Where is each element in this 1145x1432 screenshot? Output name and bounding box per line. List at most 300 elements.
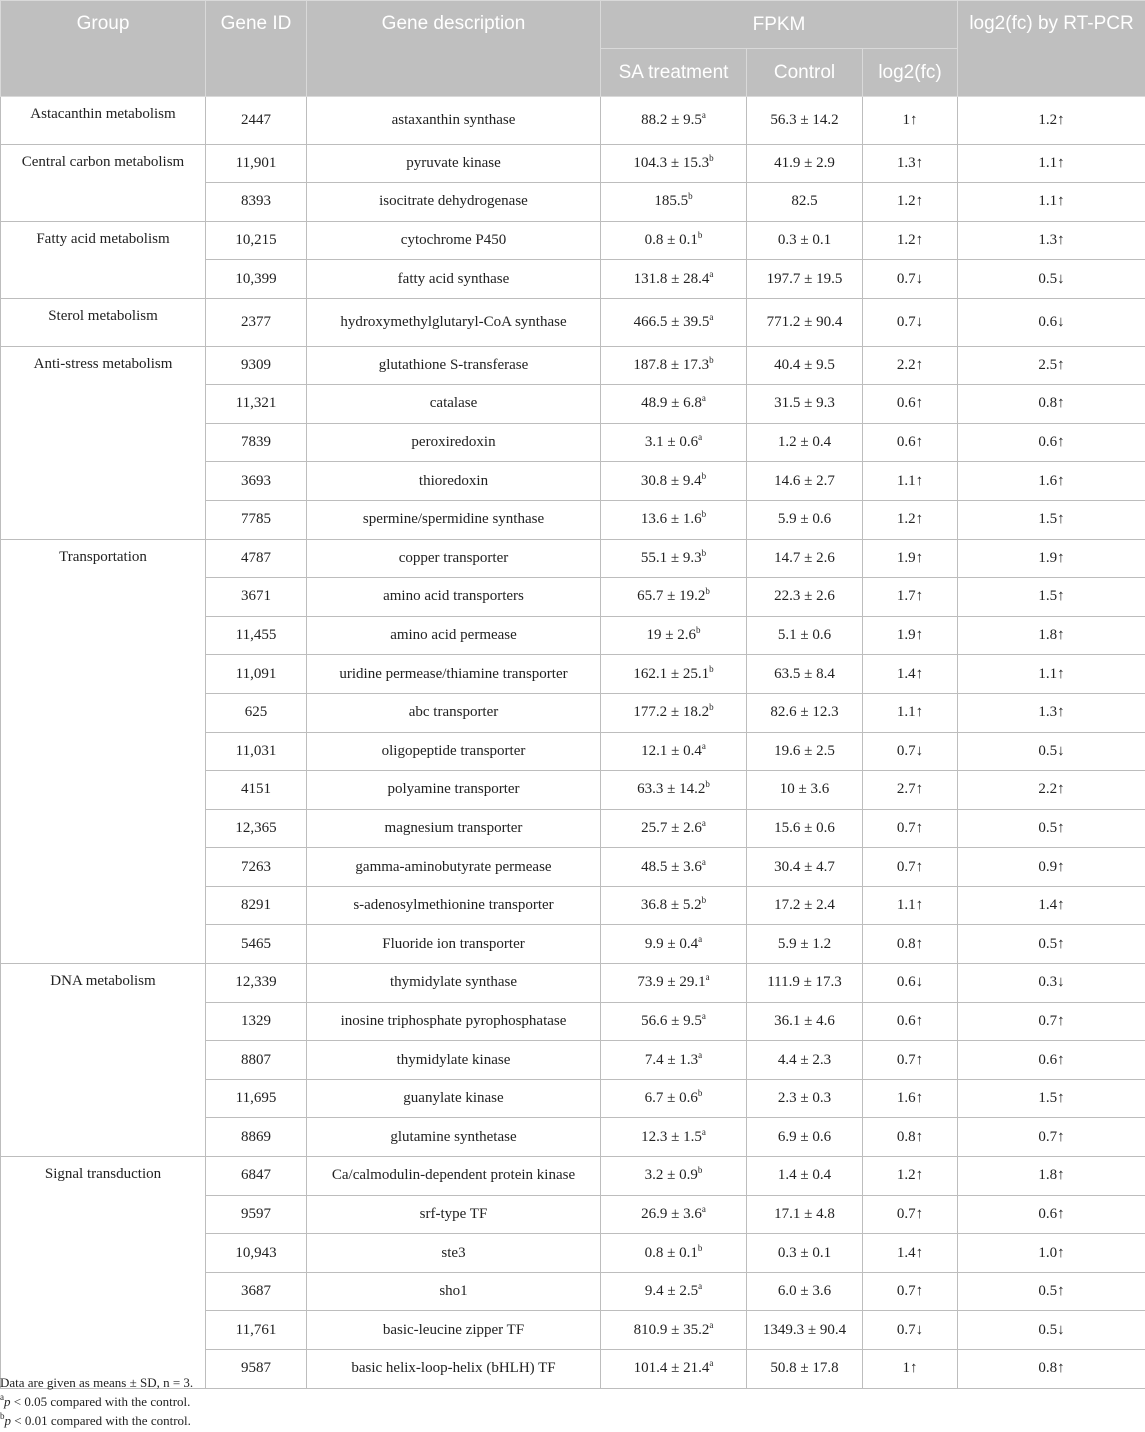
sa-value: 177.2 ± 18.2: [633, 704, 710, 721]
group-name: Astacanthin metabolism: [1, 97, 206, 145]
log2fc-value: 1.1↑: [863, 693, 958, 732]
sa-value: 185.5: [654, 193, 689, 210]
log2fc-rtpcr-value: 1.8↑: [958, 1157, 1145, 1196]
log2fc-value: 1.3↑: [863, 144, 958, 183]
log2fc-rtpcr-value: 1.3↑: [958, 221, 1145, 260]
sa-treatment-value: [601, 423, 747, 462]
sa-treatment-value: [601, 771, 747, 810]
sa-value: 63.3 ± 14.2: [637, 781, 706, 798]
control-value: 22.3 ± 2.6: [747, 578, 863, 617]
control-value: 17.1 ± 4.8: [747, 1195, 863, 1234]
significance-mark: a: [701, 856, 706, 867]
sa-treatment-value: [601, 886, 747, 925]
log2fc-rtpcr-value: 2.5↑: [958, 346, 1145, 385]
gene-description: srf-type TF: [307, 1195, 601, 1234]
sa-treatment-value: [601, 221, 747, 260]
significance-mark: b: [705, 586, 710, 597]
control-value: 4.4 ± 2.3: [747, 1041, 863, 1080]
table-row: [1, 298, 1145, 346]
significance-mark: a: [698, 432, 703, 443]
log2fc-rtpcr-value: 0.5↑: [958, 925, 1145, 964]
sa-value: 12.3 ± 1.5: [641, 1128, 702, 1145]
significance-mark: a: [698, 933, 703, 944]
sa-treatment-value: [601, 578, 747, 617]
significance-mark: b: [709, 702, 714, 713]
sa-value: 19 ± 2.6: [646, 627, 696, 644]
table-row: [1, 964, 1145, 1003]
gene-description: peroxiredoxin: [307, 423, 601, 462]
log2fc-rtpcr-value: 0.7↑: [958, 1118, 1145, 1157]
significance-mark: b: [701, 470, 707, 481]
sa-value: 3.1 ± 0.6: [644, 434, 699, 451]
sa-value: 36.8 ± 5.2: [640, 897, 702, 914]
control-value: 771.2 ± 90.4: [747, 298, 863, 346]
log2fc-value: 1.9↑: [863, 616, 958, 655]
control-value: 30.4 ± 4.7: [747, 848, 863, 887]
gene-description: oligopeptide transporter: [307, 732, 601, 771]
sa-value: 13.6 ± 1.6: [640, 511, 702, 528]
log2fc-value: 0.7↓: [863, 732, 958, 771]
sa-value: 30.8 ± 9.4: [640, 472, 702, 489]
significance-mark: a: [701, 740, 706, 751]
significance-mark: a: [709, 311, 714, 322]
header-log2fc: log2(fc): [863, 49, 958, 97]
log2fc-value: 0.6↓: [863, 964, 958, 1003]
gene-id: 8291: [206, 886, 307, 925]
gene-id: 10,399: [206, 260, 307, 299]
sa-value: 7.4 ± 1.3: [644, 1051, 699, 1068]
log2fc-value: 1.1↑: [863, 886, 958, 925]
sa-treatment-value: [601, 385, 747, 424]
control-value: 82.5: [747, 183, 863, 222]
log2fc-value: 1.2↑: [863, 500, 958, 539]
gene-id: 1329: [206, 1002, 307, 1041]
group-name: Transportation: [1, 539, 206, 964]
footnote-a-mark: a: [0, 1392, 4, 1402]
gene-id: 8807: [206, 1041, 307, 1080]
sa-treatment-value: [601, 1311, 747, 1350]
sa-value: 65.7 ± 19.2: [637, 588, 706, 605]
sa-value: 9.9 ± 0.4: [644, 935, 699, 952]
sa-value: 104.3 ± 15.3: [633, 154, 710, 171]
gene-id: 2447: [206, 97, 307, 145]
table-row: [1, 539, 1145, 578]
significance-mark: b: [701, 509, 707, 520]
gene-description: spermine/spermidine synthase: [307, 500, 601, 539]
log2fc-rtpcr-value: 0.5↑: [958, 1272, 1145, 1311]
footnote-a-text: < 0.05 compared with the control.: [10, 1394, 191, 1409]
log2fc-value: 1.6↑: [863, 1079, 958, 1118]
group-name: Signal transduction: [1, 1157, 206, 1389]
sa-value: 25.7 ± 2.6: [641, 819, 702, 836]
significance-mark: b: [697, 230, 703, 241]
sa-treatment-value: [601, 848, 747, 887]
gene-id: 10,215: [206, 221, 307, 260]
sa-value: 0.8 ± 0.1: [644, 1244, 698, 1261]
control-value: 5.1 ± 0.6: [747, 616, 863, 655]
significance-mark: b: [709, 354, 714, 365]
header-gene-description: Gene description: [307, 1, 601, 97]
control-value: 36.1 ± 4.6: [747, 1002, 863, 1041]
control-value: 111.9 ± 17.3: [747, 964, 863, 1003]
log2fc-value: 1.2↑: [863, 1157, 958, 1196]
log2fc-rtpcr-value: 1.1↑: [958, 183, 1145, 222]
sa-treatment-value: [601, 298, 747, 346]
control-value: 6.0 ± 3.6: [747, 1272, 863, 1311]
sa-value: 88.2 ± 9.5: [641, 111, 702, 128]
gene-id: 12,365: [206, 809, 307, 848]
gene-description: gamma-aminobutyrate permease: [307, 848, 601, 887]
significance-mark: a: [709, 1319, 714, 1330]
sa-value: 12.1 ± 0.4: [641, 742, 702, 759]
significance-mark: b: [705, 779, 710, 790]
group-name: Anti-stress metabolism: [1, 346, 206, 539]
sa-treatment-value: [601, 346, 747, 385]
significance-mark: a: [701, 109, 706, 120]
sa-treatment-value: [601, 97, 747, 145]
footnote-b-p: p: [4, 1413, 11, 1428]
log2fc-rtpcr-value: 0.5↓: [958, 1311, 1145, 1350]
log2fc-rtpcr-value: 1.5↑: [958, 500, 1145, 539]
gene-id: 4787: [206, 539, 307, 578]
sa-treatment-value: [601, 1002, 747, 1041]
control-value: 10 ± 3.6: [747, 771, 863, 810]
control-value: 5.9 ± 0.6: [747, 500, 863, 539]
header-control: Control: [747, 49, 863, 97]
log2fc-value: 2.2↑: [863, 346, 958, 385]
log2fc-rtpcr-value: 0.9↑: [958, 848, 1145, 887]
sa-treatment-value: [601, 500, 747, 539]
gene-description: fatty acid synthase: [307, 260, 601, 299]
control-value: 5.9 ± 1.2: [747, 925, 863, 964]
gene-description: s-adenosylmethionine transporter: [307, 886, 601, 925]
significance-mark: a: [705, 972, 710, 983]
sa-value: 466.5 ± 39.5: [633, 313, 710, 330]
log2fc-value: 1.1↑: [863, 462, 958, 501]
gene-description: isocitrate dehydrogenase: [307, 183, 601, 222]
control-value: 197.7 ± 19.5: [747, 260, 863, 299]
sa-treatment-value: [601, 693, 747, 732]
table-row: [1, 221, 1145, 260]
log2fc-rtpcr-value: 1.1↑: [958, 144, 1145, 183]
gene-id: 10,943: [206, 1234, 307, 1273]
table-row: [1, 346, 1145, 385]
significance-mark: a: [709, 1358, 714, 1369]
gene-description: catalase: [307, 385, 601, 424]
significance-mark: a: [701, 1010, 706, 1021]
log2fc-value: 0.7↑: [863, 1041, 958, 1080]
gene-description: ste3: [307, 1234, 601, 1273]
significance-mark: a: [701, 393, 706, 404]
log2fc-value: 0.8↑: [863, 1118, 958, 1157]
gene-id: 2377: [206, 298, 307, 346]
sa-treatment-value: [601, 1118, 747, 1157]
log2fc-value: 1.4↑: [863, 1234, 958, 1273]
gene-id: 7263: [206, 848, 307, 887]
header-log2fc-rtpcr: log2(fc) by RT-PCR: [958, 1, 1145, 97]
log2fc-value: 0.8↑: [863, 925, 958, 964]
gene-description: sho1: [307, 1272, 601, 1311]
control-value: 82.6 ± 12.3: [747, 693, 863, 732]
control-value: 19.6 ± 2.5: [747, 732, 863, 771]
footnote-b: [0, 1411, 193, 1430]
significance-mark: b: [697, 1088, 703, 1099]
significance-mark: b: [695, 625, 701, 636]
sa-treatment-value: [601, 539, 747, 578]
gene-id: 11,455: [206, 616, 307, 655]
sa-treatment-value: [601, 616, 747, 655]
sa-treatment-value: [601, 144, 747, 183]
log2fc-rtpcr-value: 0.3↓: [958, 964, 1145, 1003]
gene-description: Fluoride ion transporter: [307, 925, 601, 964]
sa-value: 55.1 ± 9.3: [640, 549, 702, 566]
table-row: [1, 97, 1145, 145]
gene-id: 6847: [206, 1157, 307, 1196]
sa-value: 48.9 ± 6.8: [641, 395, 702, 412]
gene-id: 7785: [206, 500, 307, 539]
log2fc-rtpcr-value: 1.8↑: [958, 616, 1145, 655]
log2fc-rtpcr-value: 1.5↑: [958, 578, 1145, 617]
sa-value: 131.8 ± 28.4: [633, 270, 710, 287]
log2fc-value: 1.9↑: [863, 539, 958, 578]
gene-id: 625: [206, 693, 307, 732]
control-value: 0.3 ± 0.1: [747, 221, 863, 260]
sa-treatment-value: [601, 1079, 747, 1118]
sa-treatment-value: [601, 1195, 747, 1234]
significance-mark: b: [709, 152, 714, 163]
log2fc-value: 0.6↑: [863, 385, 958, 424]
gene-id: 11,761: [206, 1311, 307, 1350]
gene-id: 7839: [206, 423, 307, 462]
group-name: Fatty acid metabolism: [1, 221, 206, 298]
log2fc-rtpcr-value: 1.3↑: [958, 693, 1145, 732]
gene-description: inosine triphosphate pyrophosphatase: [307, 1002, 601, 1041]
footnote-data-description: Data are given as means ± SD, n = 3.: [0, 1375, 194, 1390]
control-value: 14.7 ± 2.6: [747, 539, 863, 578]
gene-description: abc transporter: [307, 693, 601, 732]
sa-value: 162.1 ± 25.1: [633, 665, 710, 682]
significance-mark: b: [688, 191, 693, 202]
gene-id: 9309: [206, 346, 307, 385]
log2fc-value: 1.2↑: [863, 221, 958, 260]
log2fc-rtpcr-value: 1.0↑: [958, 1234, 1145, 1273]
table-body: [1, 97, 1145, 1389]
log2fc-rtpcr-value: 0.5↓: [958, 260, 1145, 299]
sa-treatment-value: [601, 1350, 747, 1389]
log2fc-value: 0.6↑: [863, 423, 958, 462]
log2fc-value: 1.4↑: [863, 655, 958, 694]
sa-treatment-value: [601, 183, 747, 222]
significance-mark: a: [701, 1126, 706, 1137]
gene-description: astaxanthin synthase: [307, 97, 601, 145]
gene-description: basic helix-loop-helix (bHLH) TF: [307, 1350, 601, 1389]
significance-mark: b: [701, 895, 707, 906]
gene-description: glutathione S-transferase: [307, 346, 601, 385]
control-value: 17.2 ± 2.4: [747, 886, 863, 925]
gene-id: 8869: [206, 1118, 307, 1157]
gene-id: 9597: [206, 1195, 307, 1234]
sa-value: 9.4 ± 2.5: [644, 1283, 699, 1300]
sa-treatment-value: [601, 1272, 747, 1311]
gene-description: Ca/calmodulin-dependent protein kinase: [307, 1157, 601, 1196]
log2fc-rtpcr-value: 0.8↑: [958, 1350, 1145, 1389]
significance-mark: b: [697, 1242, 703, 1253]
sa-treatment-value: [601, 260, 747, 299]
footnote-a-p: p: [4, 1394, 11, 1409]
header-fpkm: FPKM: [601, 1, 958, 49]
control-value: 50.8 ± 17.8: [747, 1350, 863, 1389]
footnote-a: [0, 1392, 193, 1411]
sa-value: 48.5 ± 3.6: [641, 858, 702, 875]
gene-id: 3687: [206, 1272, 307, 1311]
log2fc-rtpcr-value: 1.1↑: [958, 655, 1145, 694]
gene-description: thymidylate kinase: [307, 1041, 601, 1080]
significance-mark: b: [697, 1165, 703, 1176]
log2fc-value: 1↑: [863, 97, 958, 145]
sa-value: 0.8 ± 0.1: [644, 232, 698, 249]
log2fc-value: 0.7↑: [863, 809, 958, 848]
gene-id: 11,031: [206, 732, 307, 771]
control-value: 1349.3 ± 90.4: [747, 1311, 863, 1350]
gene-description: glutamine synthetase: [307, 1118, 601, 1157]
gene-description: thymidylate synthase: [307, 964, 601, 1003]
gene-id: 3671: [206, 578, 307, 617]
significance-mark: a: [709, 268, 714, 279]
log2fc-rtpcr-value: 0.6↑: [958, 423, 1145, 462]
gene-description: pyruvate kinase: [307, 144, 601, 183]
sa-treatment-value: [601, 1041, 747, 1080]
log2fc-value: 0.7↑: [863, 1195, 958, 1234]
gene-id: 11,091: [206, 655, 307, 694]
log2fc-rtpcr-value: 1.9↑: [958, 539, 1145, 578]
gene-id: 11,901: [206, 144, 307, 183]
header-group: Group: [1, 1, 206, 97]
log2fc-rtpcr-value: 0.6↑: [958, 1041, 1145, 1080]
sa-treatment-value: [601, 655, 747, 694]
log2fc-value: 0.6↑: [863, 1002, 958, 1041]
log2fc-value: 1.2↑: [863, 183, 958, 222]
gene-description: amino acid permease: [307, 616, 601, 655]
log2fc-rtpcr-value: 0.8↑: [958, 385, 1145, 424]
control-value: 41.9 ± 2.9: [747, 144, 863, 183]
log2fc-value: 0.7↓: [863, 260, 958, 299]
table-row: [1, 144, 1145, 183]
significance-mark: a: [701, 817, 706, 828]
sa-value: 3.2 ± 0.9: [644, 1167, 698, 1184]
gene-id: 11,321: [206, 385, 307, 424]
gene-description: copper transporter: [307, 539, 601, 578]
group-name: DNA metabolism: [1, 964, 206, 1157]
gene-id: 9587: [206, 1350, 307, 1389]
log2fc-value: 0.7↓: [863, 1311, 958, 1350]
gene-id: 12,339: [206, 964, 307, 1003]
log2fc-rtpcr-value: 1.5↑: [958, 1079, 1145, 1118]
log2fc-value: 1.7↑: [863, 578, 958, 617]
log2fc-rtpcr-value: 1.2↑: [958, 97, 1145, 145]
sa-treatment-value: [601, 1234, 747, 1273]
significance-mark: a: [701, 1203, 706, 1214]
control-value: 15.6 ± 0.6: [747, 809, 863, 848]
significance-mark: a: [698, 1049, 703, 1060]
sa-treatment-value: [601, 462, 747, 501]
control-value: 63.5 ± 8.4: [747, 655, 863, 694]
group-name: Central carbon metabolism: [1, 144, 206, 221]
significance-mark: b: [701, 547, 707, 558]
sa-treatment-value: [601, 809, 747, 848]
table-header: [1, 1, 1145, 97]
sa-value: 26.9 ± 3.6: [641, 1205, 702, 1222]
control-value: 31.5 ± 9.3: [747, 385, 863, 424]
control-value: 6.9 ± 0.6: [747, 1118, 863, 1157]
gene-description: amino acid transporters: [307, 578, 601, 617]
control-value: 1.4 ± 0.4: [747, 1157, 863, 1196]
log2fc-value: 2.7↑: [863, 771, 958, 810]
sa-value: 101.4 ± 21.4: [633, 1360, 710, 1377]
sa-value: 810.9 ± 35.2: [633, 1321, 710, 1338]
gene-description: uridine permease/thiamine transporter: [307, 655, 601, 694]
footnote-b-text: < 0.01 compared with the control.: [11, 1413, 191, 1428]
log2fc-rtpcr-value: 1.4↑: [958, 886, 1145, 925]
header-sa-treatment: SA treatment: [601, 49, 747, 97]
sa-value: 6.7 ± 0.6: [644, 1090, 698, 1107]
log2fc-rtpcr-value: 2.2↑: [958, 771, 1145, 810]
control-value: 56.3 ± 14.2: [747, 97, 863, 145]
sa-treatment-value: [601, 964, 747, 1003]
log2fc-rtpcr-value: 0.5↓: [958, 732, 1145, 771]
log2fc-rtpcr-value: 0.6↑: [958, 1195, 1145, 1234]
gene-description: guanylate kinase: [307, 1079, 601, 1118]
log2fc-value: 1↑: [863, 1350, 958, 1389]
group-name: Sterol metabolism: [1, 298, 206, 346]
control-value: 14.6 ± 2.7: [747, 462, 863, 501]
gene-id: 11,695: [206, 1079, 307, 1118]
sa-value: 187.8 ± 17.3: [633, 356, 710, 373]
log2fc-rtpcr-value: 0.5↑: [958, 809, 1145, 848]
log2fc-value: 0.7↓: [863, 298, 958, 346]
log2fc-value: 0.7↑: [863, 848, 958, 887]
control-value: 2.3 ± 0.3: [747, 1079, 863, 1118]
gene-id: 3693: [206, 462, 307, 501]
sa-treatment-value: [601, 732, 747, 771]
log2fc-value: 0.7↑: [863, 1272, 958, 1311]
gene-id: 5465: [206, 925, 307, 964]
log2fc-rtpcr-value: 0.6↓: [958, 298, 1145, 346]
sa-value: 73.9 ± 29.1: [637, 974, 706, 991]
log2fc-rtpcr-value: 1.6↑: [958, 462, 1145, 501]
control-value: 0.3 ± 0.1: [747, 1234, 863, 1273]
sa-value: 56.6 ± 9.5: [641, 1012, 702, 1029]
sa-treatment-value: [601, 925, 747, 964]
gene-description: hydroxymethylglutaryl-CoA synthase: [307, 298, 601, 346]
table-row: [1, 1157, 1145, 1196]
header-gene-id: Gene ID: [206, 1, 307, 97]
footnote-b-mark: b: [0, 1411, 5, 1421]
table-footnotes: [0, 1373, 193, 1430]
significance-mark: b: [709, 663, 714, 674]
gene-description: magnesium transporter: [307, 809, 601, 848]
sa-treatment-value: [601, 1157, 747, 1196]
significance-mark: a: [698, 1281, 703, 1292]
gene-description: thioredoxin: [307, 462, 601, 501]
gene-id: 4151: [206, 771, 307, 810]
log2fc-rtpcr-value: 0.7↑: [958, 1002, 1145, 1041]
gene-description: basic-leucine zipper TF: [307, 1311, 601, 1350]
control-value: 40.4 ± 9.5: [747, 346, 863, 385]
gene-description: cytochrome P450: [307, 221, 601, 260]
gene-id: 8393: [206, 183, 307, 222]
gene-description: polyamine transporter: [307, 771, 601, 810]
control-value: 1.2 ± 0.4: [747, 423, 863, 462]
